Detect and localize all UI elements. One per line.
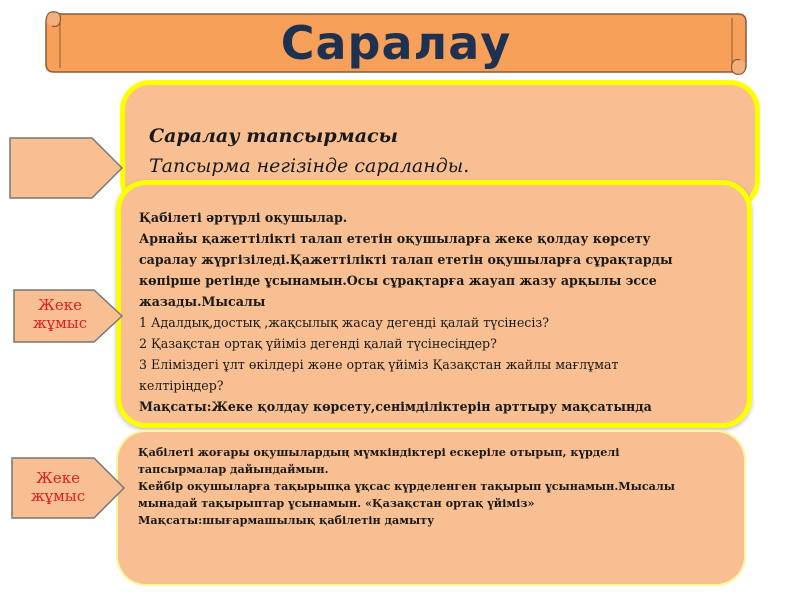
arrow-label-line2: жұмыс xyxy=(32,314,88,332)
title-banner xyxy=(40,8,752,78)
page-title: Саралау xyxy=(280,16,512,70)
text-line: келтіріңдер? xyxy=(139,378,224,393)
gifted-text xyxy=(138,444,728,529)
task-subtitle: Тапсырма негізінде сараланды. xyxy=(149,155,470,177)
text-line: 2 Қазақстан ортақ үйіміз дегенді қалай түсінесіңдер? xyxy=(139,336,497,351)
text-line: Қабілеті жоғары оқушылардың мүмкіндіктері ескеріле отырып, күрделі xyxy=(138,445,620,459)
text-line: 1 Адалдық,достық ,жақсылық жасау дегенді қалай түсінесіз? xyxy=(139,315,549,330)
text-line: Қабілеті әртүрлі оқушылар. xyxy=(139,210,348,225)
right-arrow-icon xyxy=(8,136,124,200)
text-line: мынадай тақырыптар ұсынамын. «Қазақстан ортақ үйіміз» xyxy=(138,496,535,510)
text-line: Кейбір оқушыларға тақырыпқа ұқсас күрделенген тақырып ұсынамын.Мысалы xyxy=(138,479,675,493)
right-arrow-icon xyxy=(10,456,126,520)
arrow-label-line2: жұмыс xyxy=(30,487,86,505)
arrow-label xyxy=(10,469,106,505)
differentiation-text xyxy=(139,207,735,417)
text-line: Мақсаты:Жеке қолдау көрсету,сенімділіктерін арттыру мақсатында xyxy=(139,399,652,414)
arrow-label xyxy=(12,296,108,332)
differentiation-box-gifted xyxy=(118,432,744,584)
differentiation-box-various xyxy=(116,180,752,428)
text-line: 3 Еліміздегі ұлт өкілдері және ортақ үйіміз Қазақстан жайлы мағлұмат xyxy=(139,357,619,372)
task-title: Саралау тапсырмасы xyxy=(149,125,398,147)
text-line: саралау жүргізіледі.Қажеттілікті талап ететін оқушыларға сұрақтарды xyxy=(139,252,673,267)
text-line: көпірше ретінде ұсынамын.Осы сұрақтарға жауап жазу арқылы эссе xyxy=(139,273,657,288)
arrow-label-line1: Жеке xyxy=(38,296,82,314)
arrow-label-line1: Жеке xyxy=(36,469,80,487)
text-line: Арнайы қажеттілікті талап ететін оқушыларға жеке қолдау көрсету xyxy=(139,231,651,246)
text-line: Мақсаты:шығармашылық қабілетін дамыту xyxy=(138,513,435,527)
right-arrow-icon xyxy=(12,288,124,344)
text-line: жазады.Мысалы xyxy=(139,294,266,309)
text-line: тапсырмалар дайындаймын. xyxy=(138,462,329,476)
